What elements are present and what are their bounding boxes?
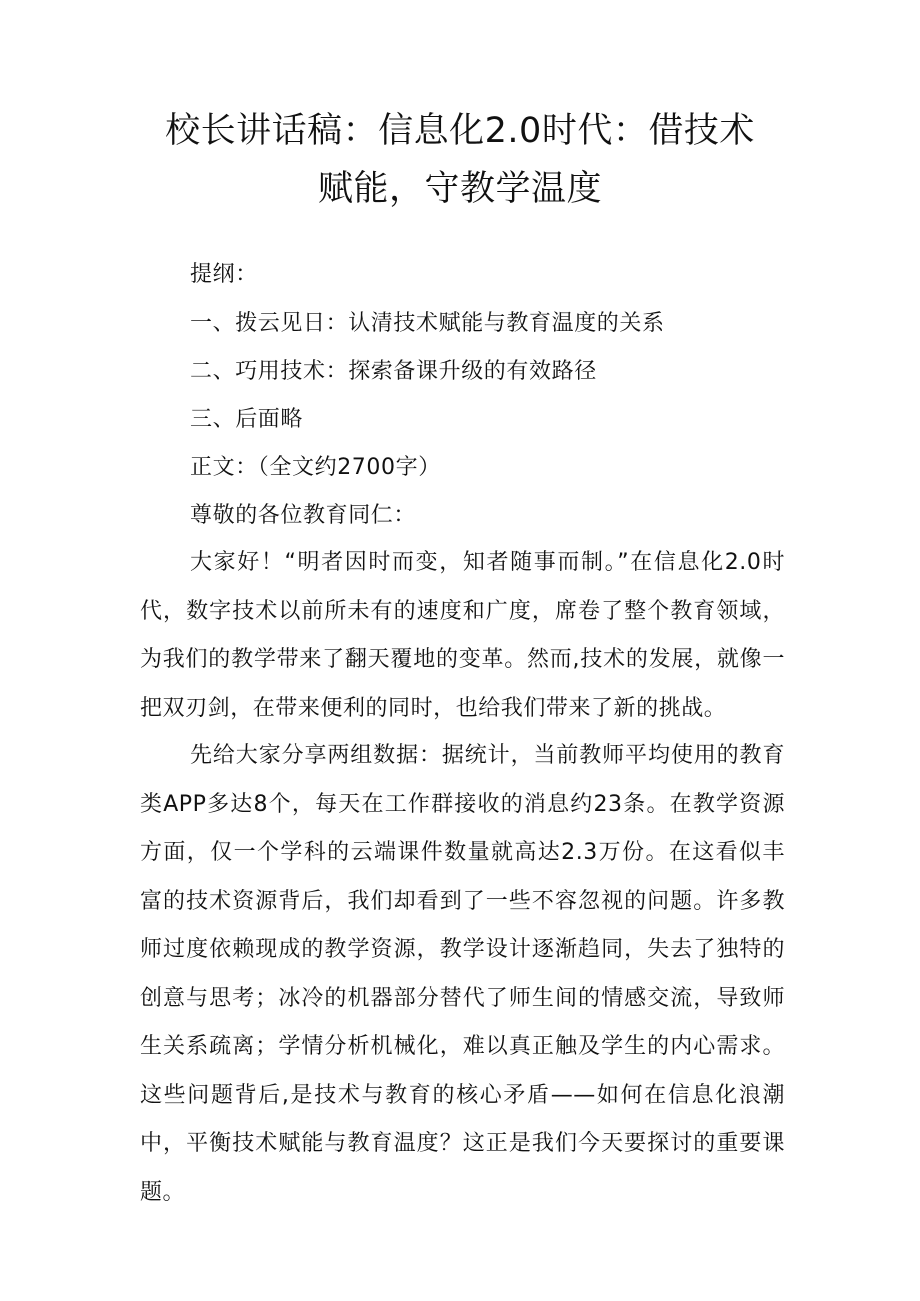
body-paragraph-2: 先给大家分享两组数据：据统计，当前教师平均使用的教育类APP多达8个，每天在工作群接收的消息约23条。在教学资源方面，仅一个学科的云端课件数量就高达2.3万份。在这看似丰富的技术资源背后，我们却看到了一些不容忽视的问题。许多教师过度依赖现成的教学资源，教学设计逐渐趋同，失去了独特的创意与思考；冰冷的机器部分替代了师生间的情感交流，导致师生关系疏离；学情分析机械化，难以真正触及学生的内心需求。这些问题背后,是技术与教育的核心矛盾——如何在信息化浪潮中，平衡技术赋能与教育温度？这正是我们今天要探讨的重要课题。 bbox=[140, 743, 785, 1205]
outline-item-1: 一、拨云见日：认清技术赋能与教育温度的关系 bbox=[190, 311, 665, 336]
salutation: 尊敬的各位教育同仁： bbox=[190, 503, 417, 528]
document-title: 校长讲话稿：信息化2.0时代：借技术赋能，守教学温度 bbox=[165, 111, 755, 209]
body-note: 正文：（全文约2700字） bbox=[190, 455, 441, 480]
outline-label: 提纲： bbox=[190, 262, 258, 287]
body-paragraph-1: 大家好！“明者因时而变，知者随事而制。”在信息化2.0时代，数字技术以前所未有的速度和广度，席卷了整个教育领域，为我们的教学带来了翻天覆地的变革。然而,技术的发展，就像一把双刃剑，在带来便利的同时，也给我们带来了新的挑战。 bbox=[140, 550, 785, 721]
outline-item-3: 三、后面略 bbox=[190, 407, 304, 432]
outline-item-2: 二、巧用技术：探索备课升级的有效路径 bbox=[190, 359, 597, 384]
